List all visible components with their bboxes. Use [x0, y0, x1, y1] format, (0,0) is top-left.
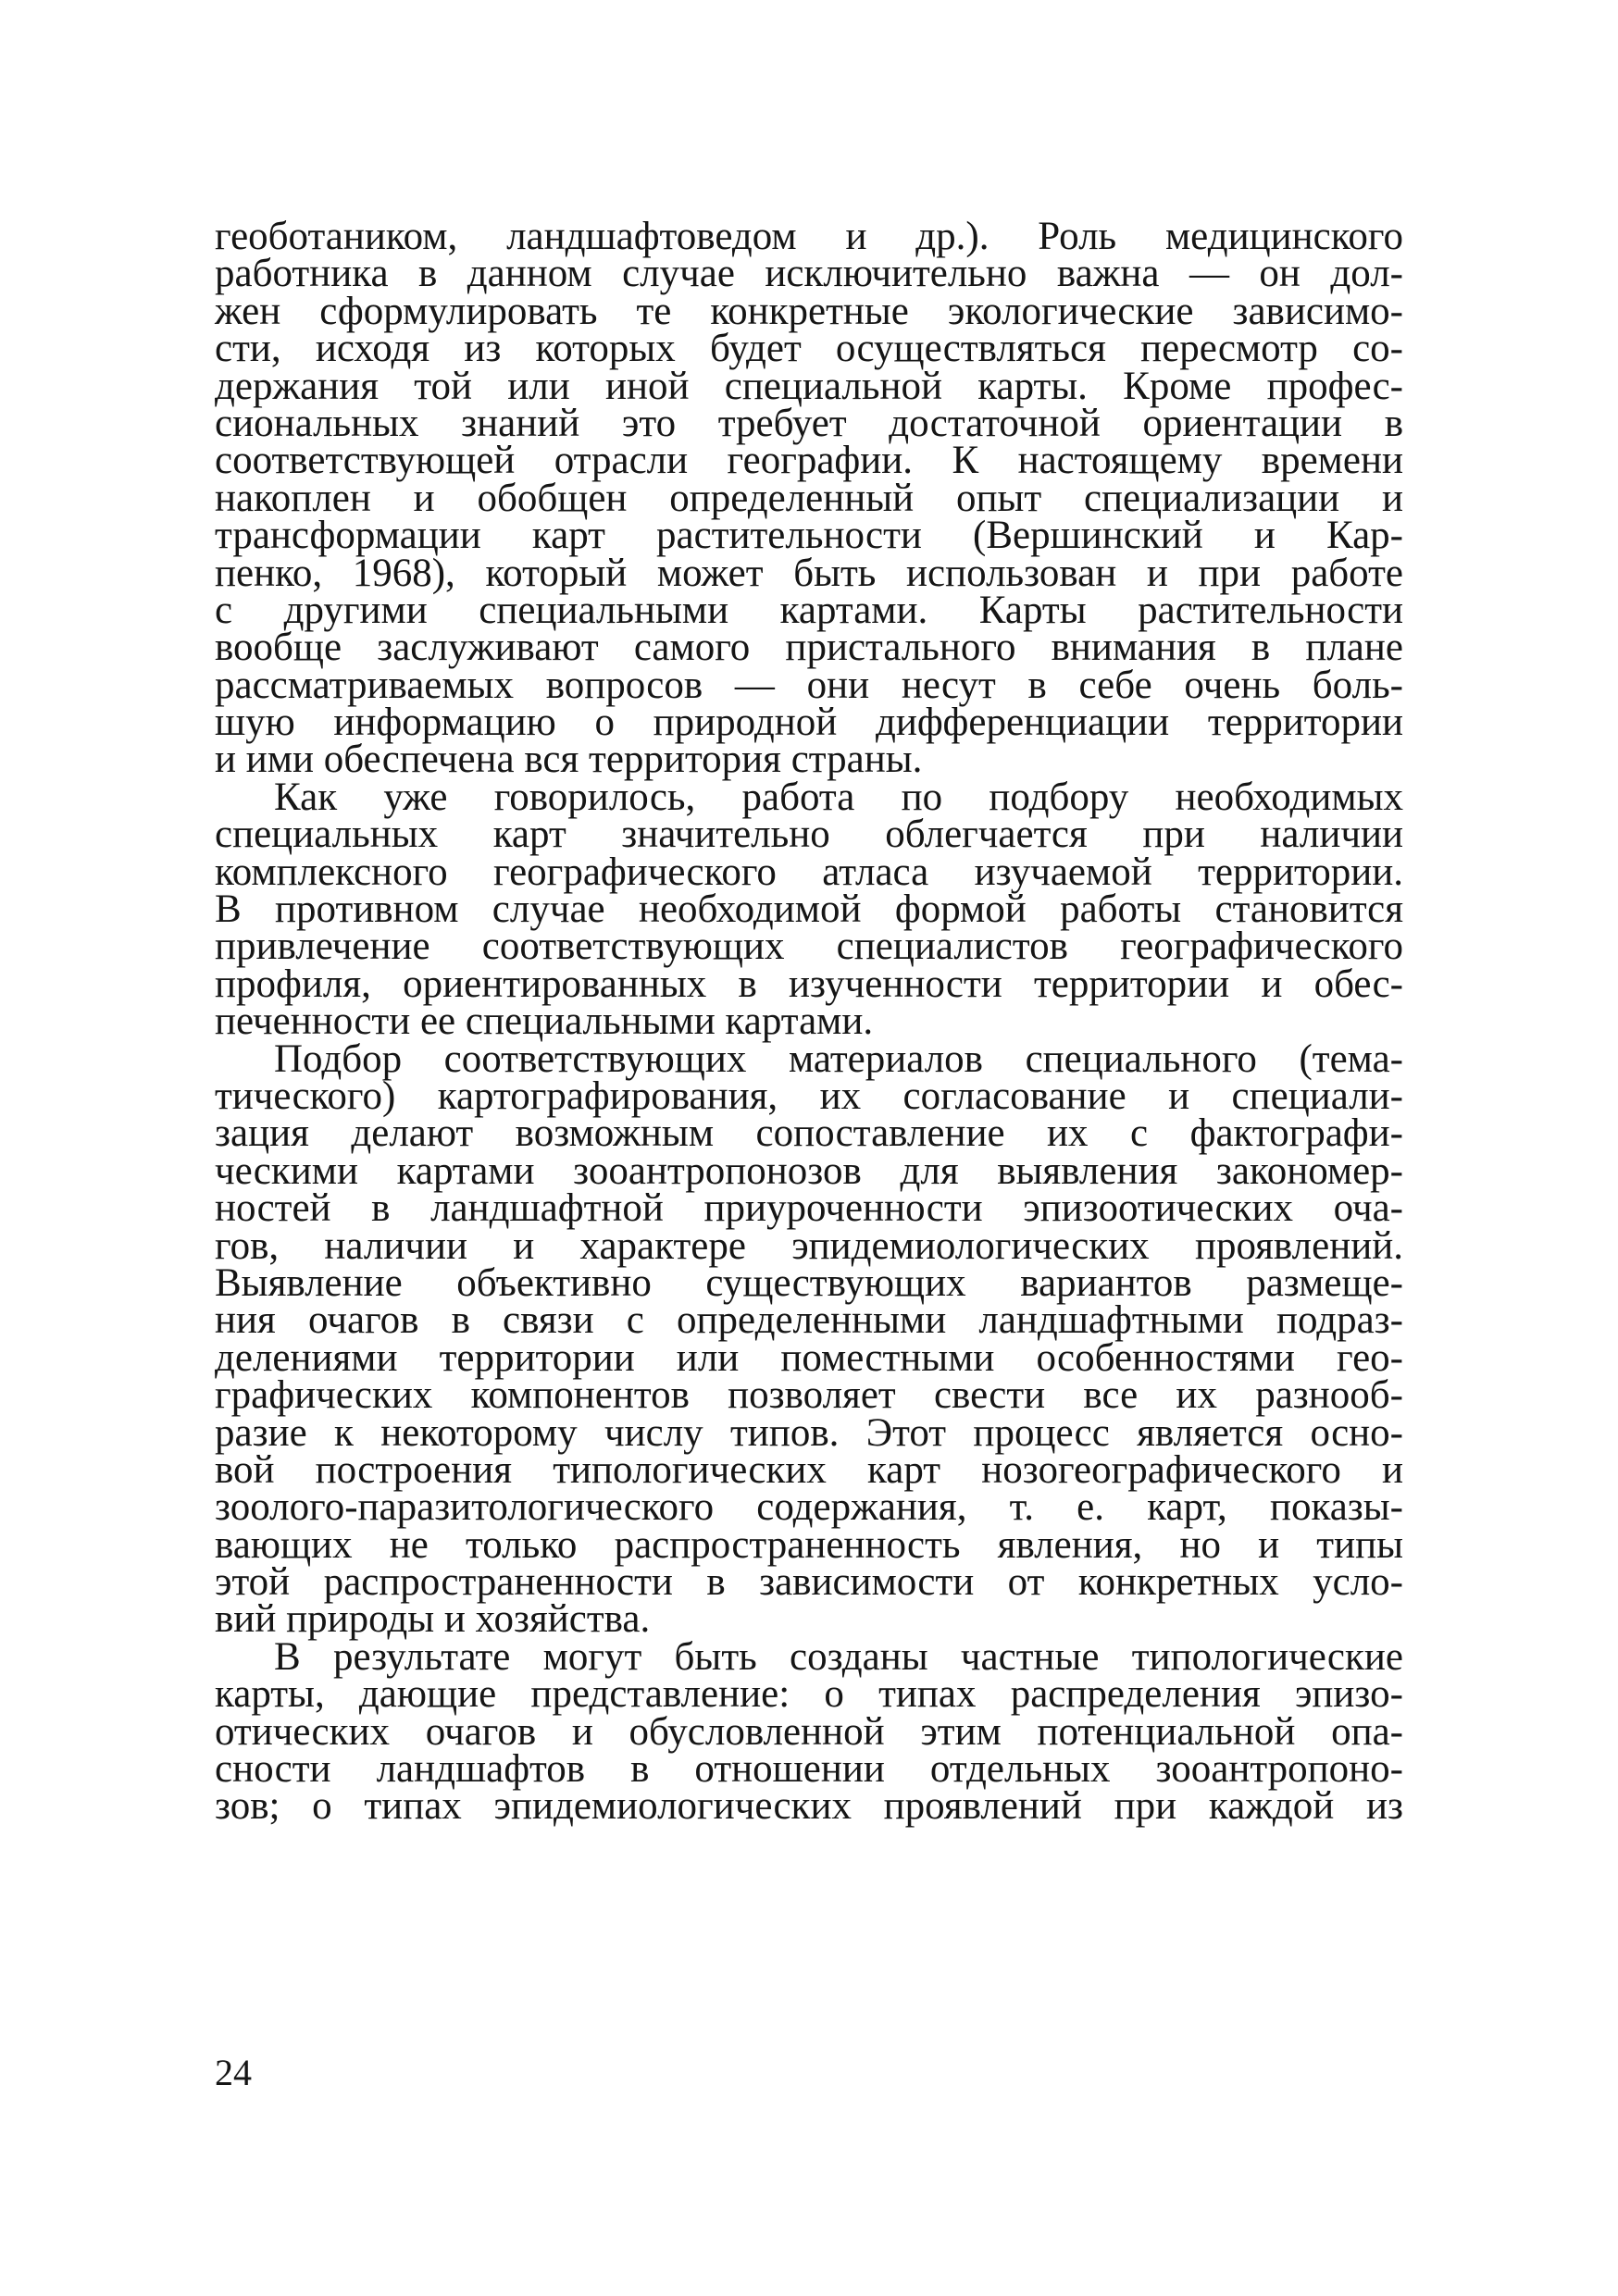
text-line: вой построения типологических карт нозогеографического и [215, 1447, 1403, 1492]
text-line: отических очагов и обусловленной этим потенциальной опа- [215, 1709, 1403, 1754]
text-line: комплексного географического атласа изучаемой территории. [215, 850, 1403, 894]
text-line: Как уже говорилось, работа по подбору необходимых [274, 775, 1403, 819]
text-line: с другими специальными картами. Карты растительности [215, 588, 1403, 632]
text-line: соответствующей отрасли географии. К настоящему времени [215, 439, 1403, 483]
text-line: рассматриваемых вопросов — они несут в себе очень боль- [215, 663, 1403, 707]
text-line: карты, дающие представление: о типах распределения эпизо- [215, 1672, 1403, 1717]
paragraph [215, 215, 1403, 782]
text-line: накоплен и обобщен определенный опыт специализации и [215, 476, 1403, 520]
paragraph [215, 1036, 1403, 1642]
text-line: вообще заслуживают самого пристального внимания в плане [215, 626, 1403, 670]
text-line: тического) картографирования, их согласование и специали- [215, 1074, 1403, 1118]
text-line: В результате могут быть созданы частные типологические [274, 1634, 1403, 1679]
text-line: пенко, 1968), который может быть использован и при работе [215, 551, 1403, 595]
text-line: вающих не только распространенность явления, но и типы [215, 1522, 1403, 1567]
page-number: 24 [215, 2052, 252, 2093]
text-line: разие к некоторому числу типов. Этот процесс является осно- [215, 1410, 1403, 1455]
text-line: ческими картами зооантропонозов для выявления закономер- [215, 1148, 1403, 1193]
text-line: привлечение соответствующих специалистов географического [215, 925, 1403, 969]
paragraph [215, 775, 1403, 1044]
text-line: графических компонентов позволяет свести все их разнооб- [215, 1373, 1403, 1418]
text-line: геоботаником, ландшафтоведом и др.). Роль медицинского [215, 215, 1403, 258]
text-line: ностей в ландшафтной приуроченности эпизоотических оча- [215, 1186, 1403, 1231]
text-line: печенности ее специальными картами. [215, 999, 874, 1044]
text-line: работника в данном случае исключительно важна — он дол- [215, 252, 1403, 296]
text-line: Подбор соответствующих материалов специального (тема- [274, 1036, 1403, 1081]
text-line: вий природы и хозяйства. [215, 1597, 651, 1642]
text-line: ния очагов в связи с определенными ландшафтными подраз- [215, 1298, 1403, 1343]
text-line: шую информацию о природной дифференциации территории [215, 701, 1403, 745]
text-line: В противном случае необходимой формой работы становится [215, 887, 1403, 932]
text-line: зация делают возможным сопоставление их с фактографи- [215, 1111, 1403, 1156]
text-line: зоолого-паразитологического содержания, т. е. карт, показы- [215, 1485, 1403, 1530]
text-line: Выявление объективно существующих вариантов размеще- [215, 1260, 1403, 1305]
text-line: делениями территории или поместными особенностями гео- [215, 1335, 1403, 1380]
text-line: и ими обеспечена вся территория страны. [215, 738, 923, 782]
text-line: трансформации карт растительности (Вершинский и Кар- [215, 514, 1403, 558]
text-line: этой распространенности в зависимости от конкретных усло- [215, 1560, 1403, 1605]
text-line: зов; о типах эпидемиологических проявлений при каждой из [215, 1784, 1403, 1829]
text-line: специальных карт значительно облегчается при наличии [215, 813, 1403, 857]
body-text [215, 215, 1403, 1829]
text-line: жен сформулировать те конкретные экологические зависимо- [215, 289, 1403, 333]
text-line: сиональных знаний это требует достаточной ориентации в [215, 401, 1403, 445]
text-line: гов, наличии и характере эпидемиологических проявлений. [215, 1223, 1403, 1268]
text-line: профиля, ориентированных в изученности территории и обес- [215, 962, 1403, 1006]
text-line: держания той или иной специальной карты. Кроме профес- [215, 364, 1403, 408]
text-line: сти, исходя из которых будет осуществляться пересмотр со- [215, 327, 1403, 371]
paragraph [215, 1634, 1403, 1829]
text-line: сности ландшафтов в отношении отдельных зооантропоно- [215, 1747, 1403, 1792]
